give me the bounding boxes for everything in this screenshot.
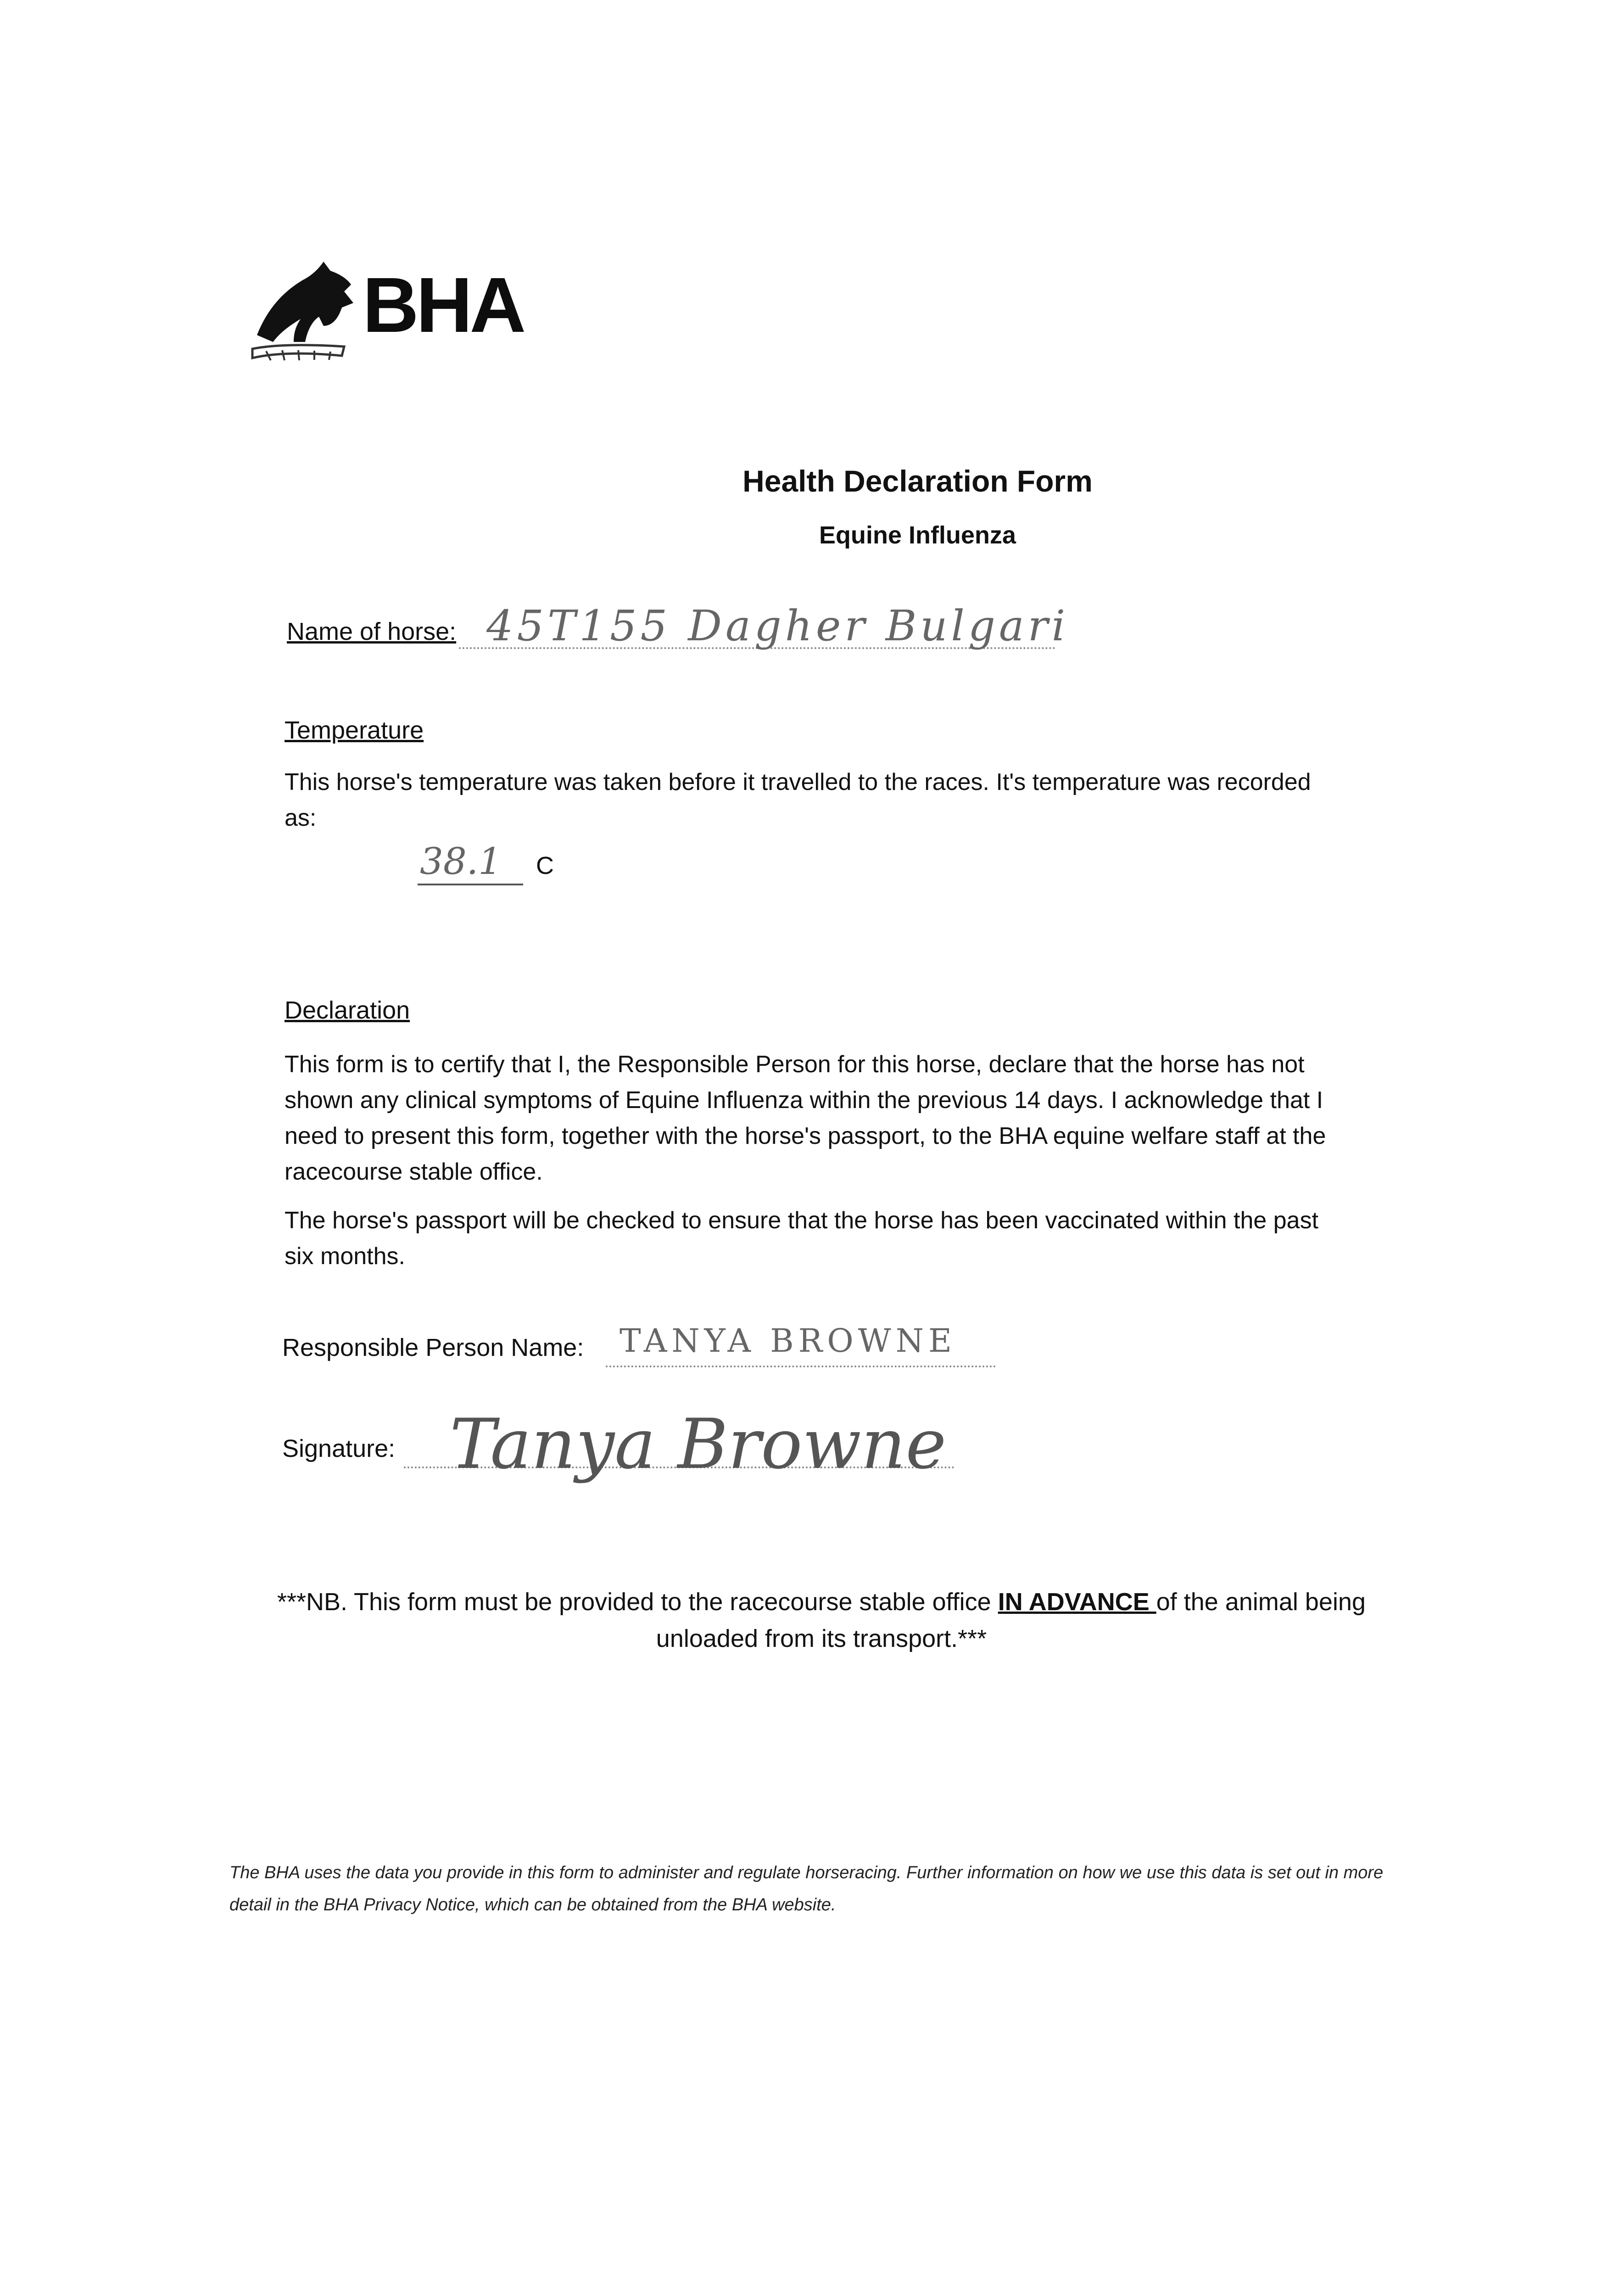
temperature-text: This horse's temperature was taken before it travelled to the races. It's temperature was recorded as: <box>285 769 1311 831</box>
logo-text: BHA <box>363 262 524 349</box>
temperature-unit: C <box>536 852 554 879</box>
signature-label: Signature: <box>282 1435 396 1462</box>
bha-logo <box>239 257 541 367</box>
notice-prefix: ***NB. This form must be provided to the racecourse stable office <box>277 1588 998 1616</box>
privacy-footer: The BHA uses the data you provide in this form to administer and regulate horseracing. Further information on how we use this data is set out in more detail in the BHA Privacy Notice, which can be obtained from the BHA website. <box>229 1863 1384 1914</box>
notice-emphasis: IN ADVANCE <box>998 1588 1156 1616</box>
notice-text <box>257 1584 1386 1657</box>
page-subtitle: Equine Influenza <box>819 521 1016 549</box>
notice-suffix: of the animal being unloaded from its transport.*** <box>656 1588 1366 1652</box>
horse-name-label: Name of horse: <box>287 618 457 645</box>
declaration-paragraph-1: This form is to certify that I, the Responsible Person for this horse, declare that the horse has not shown any clinical symptoms of Equine Influenza within the previous 14 days. I acknowledge that I need to present this form, together with the horse's passport, to the BHA equine welfare staff at the racecourse stable office. <box>285 1051 1326 1185</box>
horse-name-row <box>287 617 456 646</box>
responsible-person-line <box>606 1366 996 1367</box>
temperature-heading: Temperature <box>285 716 424 744</box>
horse-head-icon <box>239 257 358 367</box>
horse-name-value: 45T155 Dagher Bulgari <box>486 601 1069 650</box>
temperature-value: 38.1 <box>420 840 502 883</box>
responsible-person-value: TANYA BROWNE <box>619 1322 957 1360</box>
signature-value: Tanya Browne <box>450 1405 947 1484</box>
responsible-person-label: Responsible Person Name: <box>282 1334 584 1361</box>
temperature-line <box>418 884 523 885</box>
page-title: Health Declaration Form <box>742 464 1093 498</box>
declaration-paragraph-2: The horse's passport will be checked to ensure that the horse has been vaccinated within the past six months. <box>285 1207 1319 1270</box>
declaration-heading: Declaration <box>285 996 410 1024</box>
